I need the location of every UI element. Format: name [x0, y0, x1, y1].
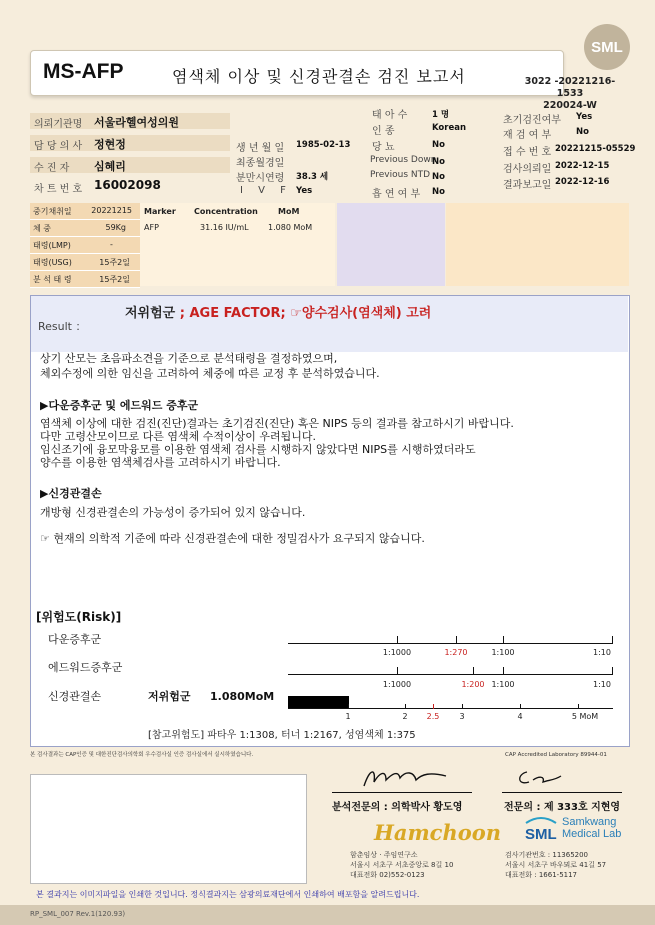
- accession-label: 접 수 번 호: [503, 147, 552, 158]
- signature-line-2: [502, 792, 622, 793]
- hamchoon-info: 서울시 서초구 서초중앙로 8길 10: [350, 861, 454, 869]
- diabetes-label: 당 뇨: [372, 142, 395, 153]
- ntd-tick: [462, 704, 463, 709]
- edwards-tick-label: 1:200: [461, 680, 485, 689]
- risk-down-label: 다운증후군: [48, 633, 102, 646]
- body-line: 체외수정에 의한 임신을 고려하여 체중에 따른 교정 후 분석하였습니다.: [40, 367, 380, 380]
- report-number: [520, 76, 620, 112]
- report-date-value: 2022-12-16: [555, 177, 610, 187]
- age-label: 분만시연령: [236, 173, 285, 184]
- ntd-tick-label: 2: [402, 712, 408, 721]
- ivf-label: I V F: [240, 185, 292, 196]
- ntd-tick-label: 4: [517, 712, 523, 721]
- report-title: 염색체 이상 및 신경관결손 검진 보고서: [172, 67, 466, 86]
- sml-info: 서울시 서초구 바우뫼로 41길 57: [505, 861, 607, 869]
- chart-label: 차 트 번 호: [34, 184, 83, 195]
- edwards-tick: [473, 667, 474, 675]
- fetus-value: 1 명: [432, 110, 450, 120]
- sml-info: 검사기관번호 : 11365200: [505, 851, 589, 859]
- marker-header: Marker: [144, 207, 176, 216]
- specialist-title: 전문의 : 제 333호 지현영: [504, 802, 621, 813]
- signature-2: [515, 766, 565, 788]
- body-line: 임신조기에 융모막융모를 이용한 염색체 검사를 시행하지 않았다면 NIPS를 시행하였더라도: [40, 443, 476, 456]
- smoke-label: 흡 연 여 부: [372, 189, 421, 200]
- prev-down-label: Previous Down: [370, 155, 437, 165]
- edwards-tick: [612, 667, 613, 675]
- down-tick: [503, 636, 504, 644]
- reference-risk: [참고위험도] 파타우 1:1308, 터너 1:2167, 성염색체 1:375: [148, 730, 416, 741]
- ntd-tick: [433, 704, 434, 709]
- result-risk-group: 저위험군: [125, 306, 180, 321]
- chart-value: 16002098: [94, 178, 161, 192]
- measure-row: [30, 220, 140, 237]
- risk-title: [위험도(Risk)]: [36, 610, 122, 624]
- measure-row-label: 중기채취일: [33, 207, 72, 216]
- hospital-value: 서울라헬여성의원: [94, 116, 180, 129]
- edwards-tick: [503, 667, 504, 675]
- measure-row: [30, 203, 140, 220]
- signature-line-1: [332, 792, 472, 793]
- sml-lab-logo: [524, 815, 558, 841]
- measure-grid-left: [30, 203, 140, 286]
- section-down-edwards: ▶다운증후군 및 에드워드 증후군: [40, 399, 199, 412]
- cap-note: 본 검사결과는 CAP인증 및 대한진단검사의학회 우수검사실 인증 검사실에서 실시하였습니다.: [30, 752, 254, 758]
- memo-box: [30, 774, 307, 884]
- request-label: 검사의뢰일: [503, 164, 552, 175]
- risk-ntd-label: 신경관결손: [48, 690, 102, 703]
- measure-row: [30, 254, 140, 271]
- body-line: 개방형 신경관결손의 가능성이 증가되어 있지 않습니다.: [40, 506, 306, 519]
- edwards-tick-label: 1:1000: [382, 680, 412, 689]
- measure-row-label: 태령(LMP): [33, 241, 71, 250]
- smoke-value: No: [432, 187, 445, 197]
- body-line: 염색체 이상에 대한 검진(진단)결과는 초기검진(진단) 혹은 NIPS 등의 결과를 참고하시기 바랍니다.: [40, 417, 514, 430]
- sml-logo: [584, 24, 630, 70]
- ntd-tick-label: 5 MoM: [571, 712, 599, 721]
- svg-text:SML: SML: [525, 826, 557, 841]
- first-label: 초기검진여부: [503, 115, 561, 126]
- measure-grid-extra: [337, 203, 445, 286]
- ivf-value: Yes: [296, 186, 313, 196]
- cap-number: CAP Accredited Laboratory 89944-01: [505, 752, 607, 758]
- retest-value: No: [576, 127, 589, 137]
- down-tick-label: 1:100: [491, 648, 515, 657]
- section-ntd: ▶신경관결손: [40, 487, 102, 500]
- race-label: 인 종: [372, 126, 395, 137]
- ntd-tick-label: 2.5: [426, 712, 440, 721]
- body-line: ☞ 현재의 의학적 기준에 따라 신경관결손에 대한 정밀검사가 요구되지 않습니다.: [40, 532, 425, 545]
- body-line: 양수를 이용한 염색체검사를 고려하시기 바랍니다.: [40, 456, 281, 469]
- measure-row-label: 분 석 태 령: [33, 275, 72, 284]
- measure-row-value: 15주2일: [99, 258, 130, 267]
- logo-text: SML: [591, 38, 623, 56]
- prev-ntd-label: Previous NTD: [370, 170, 431, 180]
- dob-value: 1985-02-13: [296, 140, 351, 150]
- signature-1: [360, 764, 450, 792]
- ntd-tick-label: 3: [459, 712, 465, 721]
- measure-row-value: 15주2일: [99, 275, 130, 284]
- race-value: Korean: [432, 123, 467, 133]
- measure-row: [30, 237, 140, 254]
- concentration-value: 31.16 IU/mL: [200, 223, 249, 232]
- mom-header: MoM: [278, 207, 300, 216]
- measure-row-value: 59Kg: [105, 223, 126, 232]
- measure-row-label: 체 중: [33, 224, 51, 233]
- first-value: Yes: [576, 112, 593, 122]
- body-line: 상기 산모는 초음파소견을 기준으로 분석태령을 결정하였으며,: [40, 352, 338, 365]
- analyst-title: 분석전문의 : 의학박사 황도영: [332, 802, 463, 813]
- diabetes-value: No: [432, 140, 445, 150]
- form-code: RP_SML_007 Rev.1(120.93): [30, 910, 126, 918]
- print-notice: 본 결과지는 이미지파일을 인쇄한 것입니다. 정식결과지는 삼광의료재단에서 인쇄하여 배포함을 알려드립니다.: [36, 890, 420, 899]
- result-label: Result ：: [38, 320, 87, 333]
- result-recommendation: ; AGE FACTOR; ☞양수검사(염색체) 고려: [179, 306, 432, 321]
- down-tick-label: 1:10: [593, 648, 611, 657]
- edwards-tick-label: 1:10: [593, 680, 611, 689]
- concentration-header: Concentration: [194, 207, 258, 216]
- down-tick-label: 1:1000: [382, 648, 412, 657]
- report-date-label: 결과보고일: [503, 180, 552, 191]
- ntd-tick: [578, 704, 579, 709]
- doctor-value: 정현정: [94, 138, 126, 151]
- prev-down-value: No: [432, 157, 445, 167]
- measure-row-value: 20221215: [91, 206, 132, 215]
- edwards-scale-line: [288, 674, 613, 675]
- measure-row-label: 태령(USG): [33, 258, 72, 267]
- test-code: MS-AFP: [43, 60, 124, 83]
- report-number-line1: 3022 -20221216-1533: [524, 76, 616, 99]
- down-tick: [612, 636, 613, 644]
- result-text: [125, 302, 431, 321]
- hamchoon-info: 함춘임상 · 주임연구소: [350, 851, 418, 859]
- dob-label: 생 년 월 일: [236, 143, 285, 154]
- retest-label: 재 검 여 부: [503, 130, 552, 141]
- risk-ntd-mom: 1.080MoM: [210, 690, 275, 703]
- sml-lab-name-line1: Samkwang: [562, 816, 617, 828]
- ntd-tick: [405, 704, 406, 709]
- measure-row-value: -: [110, 240, 113, 249]
- measure-grid-marker: [140, 203, 335, 286]
- edwards-tick-label: 1:100: [491, 680, 515, 689]
- hamchoon-logo: Hamchoon: [374, 820, 502, 845]
- doctor-label: 담 당 의 사: [34, 141, 83, 152]
- ntd-tick-label: 1: [345, 712, 351, 721]
- hospital-label: 의뢰기관명: [34, 119, 83, 130]
- report-number-line2: 220024-W: [543, 100, 597, 111]
- down-tick: [397, 636, 398, 644]
- patient-label: 수 진 자: [34, 163, 70, 174]
- hamchoon-info: 대표전화 02)552-0123: [350, 871, 425, 879]
- edwards-tick: [397, 667, 398, 675]
- measure-grid-extra2: [446, 203, 629, 286]
- marker-value: AFP: [144, 223, 159, 232]
- down-tick: [456, 636, 457, 644]
- prev-ntd-value: No: [432, 172, 445, 182]
- down-tick-label: 1:270: [444, 648, 468, 657]
- fetus-label: 태 아 수: [372, 110, 408, 121]
- mom-value: 1.080 MoM: [268, 223, 313, 232]
- accession-value: 20221215-05529: [555, 144, 636, 154]
- risk-edwards-label: 에드워드증후군: [48, 661, 123, 674]
- lmp-label: 최종월경일: [236, 158, 285, 169]
- measure-row: [30, 271, 140, 288]
- ntd-tick: [348, 704, 349, 709]
- sml-info: 대표전화 : 1661-5117: [505, 871, 578, 879]
- down-scale-line: [288, 643, 613, 644]
- ntd-value-bar: [288, 696, 349, 708]
- age-value: 38.3 세: [296, 172, 329, 182]
- sml-lab-name: [562, 816, 621, 840]
- risk-ntd-group: 저위험군: [148, 690, 191, 703]
- sml-lab-name-line2: Medical Lab: [562, 828, 622, 840]
- ntd-scale-line: [288, 708, 613, 709]
- request-value: 2022-12-15: [555, 161, 610, 171]
- patient-value: 심혜리: [94, 160, 126, 173]
- body-line: 다만 고령산모이므로 다른 염색체 수적이상이 우려됩니다.: [40, 430, 317, 443]
- ntd-tick: [520, 704, 521, 709]
